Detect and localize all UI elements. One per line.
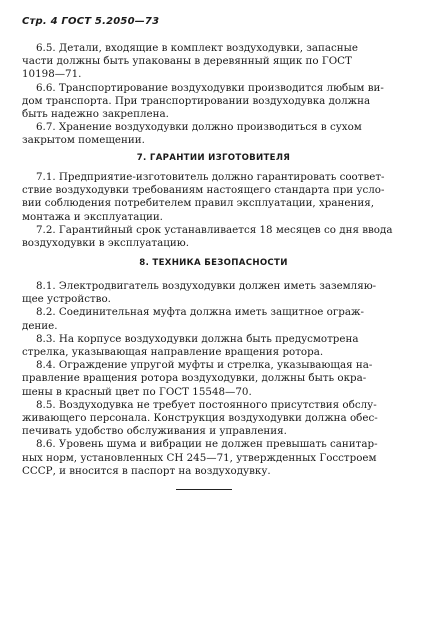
section-8-text — [22, 280, 405, 478]
section-7-heading: 7. ГАРАНТИИ ИЗГОТОВИТЕЛЯ — [136, 153, 291, 163]
standard-number: ГОСТ 5.2050—73 — [61, 16, 160, 27]
paragraph-8-4: 8.4. Ограждение упругой муфты и стрелка, указывающая на- правление вращения ротора воздуходувки, должны быть окра- шены в красный цвет по ГОСТ 15548—70. — [22, 359, 373, 398]
paragraph-7-1: 7.1. Предприятие-изготовитель должно гарантировать соответ- ствие воздуходувки требованиям настоящего стандарта при усло- вии соблюдения потребителем правил эксплуатации, хранения, монтажа и эксплуатации. — [22, 171, 385, 223]
paragraph-8-2: 8.2. Соединительная муфта должна иметь защитное ограж- дение. — [22, 306, 364, 332]
end-divider — [176, 489, 232, 490]
page-header — [22, 16, 159, 27]
page-number-label: Стр. 4 — [22, 16, 58, 27]
section-6-text — [22, 42, 405, 148]
paragraph-8-5: 8.5. Воздуходувка не требует постоянного присутствия обслу- живающего персонала. Конструкция воздуходувки должна обес- печивать удобство обслуживания и управления. — [22, 398, 378, 438]
section-8-heading: 8. ТЕХНИКА БЕЗОПАСНОСТИ — [139, 258, 288, 268]
paragraph-6-6: 6.6. Транспортирование воздуходувки производится любым ви- дом транспорта. При транспортировании воздуходувка должна быть надежно закреплена. — [22, 81, 384, 121]
paragraph-6-5: 6.5. Детали, входящие в комплект воздуходувки, запасные части должны быть упакованы в деревянный ящик по ГОСТ 10198—71. — [22, 42, 358, 81]
paragraph-6-7: 6.7. Хранение воздуходувки должно производиться в сухом закрытом помещении. — [22, 121, 362, 147]
paragraph-8-3: 8.3. На корпусе воздуходувки должна быть предусмотрена стрелка, указывающая направление вращения ротора. — [22, 332, 359, 359]
paragraph-8-6: 8.6. Уровень шума и вибрации не должен превышать санитар- ных норм, установленных СН 245—71, утвержденных Госстроем СССР, и вносится в паспорт на воздуходувку. — [22, 438, 378, 477]
paragraph-8-1: 8.1. Электродвигатель воздуходувки должен иметь заземляю- щее устройство. — [22, 280, 377, 306]
paragraph-7-2: 7.2. Гарантийный срок устанавливается 18 месяцев со дня ввода воздуходувки в эксплуатацию. — [22, 223, 393, 250]
section-7-text — [22, 171, 405, 250]
